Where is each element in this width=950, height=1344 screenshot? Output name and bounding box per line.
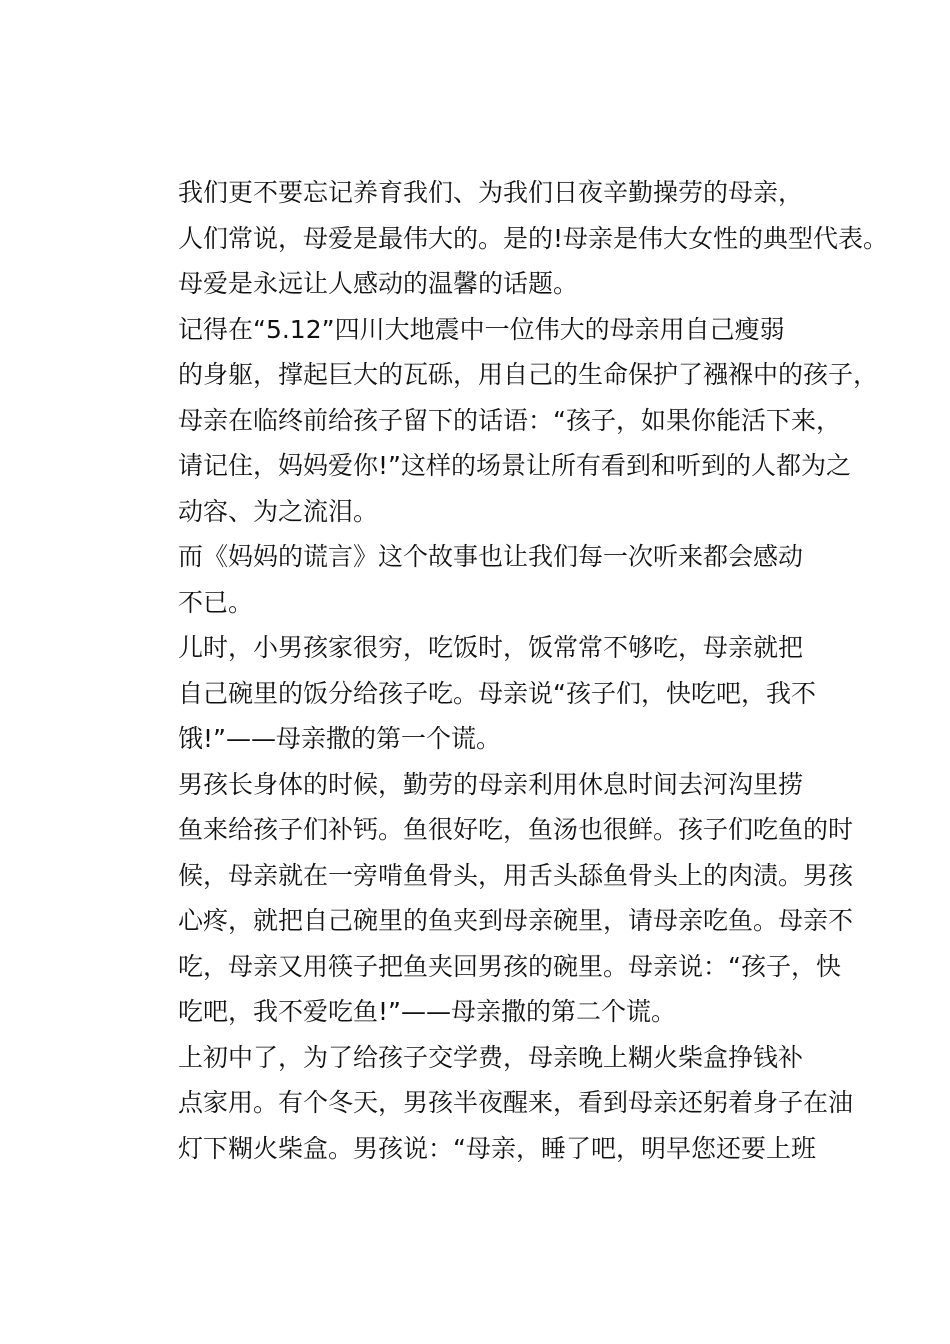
text-line: 儿时，小男孩家很穷，吃饭时，饭常常不够吃，母亲就把 — [178, 633, 804, 662]
text-line: 饿!”——母亲撒的第一个谎。 — [178, 724, 501, 753]
paragraph-3 — [128, 534, 833, 625]
text-line: 吃吧，我不爱吃鱼!”——母亲撒的第二个谎。 — [178, 997, 676, 1026]
text-line: 吃，母亲又用筷子把鱼夹回男孩的碗里。母亲说：“孩子，快 — [178, 951, 841, 981]
paragraph-1 — [128, 170, 889, 307]
text-line: 心疼，就把自己碗里的鱼夹到母亲碗里，请母亲吃鱼。母亲不 — [178, 906, 854, 935]
text-line: 上初中了，为了给孩子交学费，母亲晚上糊火柴盒挣钱补 — [178, 1042, 804, 1072]
text-line: 自己碗里的饭分给孩子吃。母亲说“孩子们，快吃吧，我不 — [178, 678, 816, 708]
paragraph-6 — [128, 1035, 854, 1172]
text-line: 而《妈妈的谎言》这个故事也让我们每一次听来都会感动 — [178, 542, 804, 571]
text-line: 不已。 — [178, 587, 254, 617]
text-line: 人们常说，母爱是最伟大的。是的!母亲是伟大女性的典型代表。 — [178, 223, 889, 253]
text-line: 记得在“5.12”四川大地震中一位伟大的母亲用自己瘦弱 — [178, 314, 785, 344]
paragraph-5 — [128, 762, 854, 1035]
text-line: 男孩长身体的时候，勤劳的母亲利用休息时间去河沟里捞 — [178, 769, 804, 799]
document-body — [128, 170, 889, 1171]
text-line: 母亲在临终前给孩子留下的话语：“孩子，如果你能活下来， — [178, 405, 841, 435]
text-line: 母爱是永远让人感动的温馨的话题。 — [178, 269, 579, 298]
text-line: 点家用。有个冬天，男孩半夜醒来，看到母亲还躬着身子在油 — [178, 1088, 854, 1117]
text-line: 候，母亲就在一旁啃鱼骨头，用舌头舔鱼骨头上的肉渍。男孩 — [178, 860, 854, 890]
text-line: 请记住，妈妈爱你!”这样的场景让所有看到和听到的人都为之 — [178, 451, 851, 480]
paragraph-2 — [128, 307, 879, 535]
paragraph-4 — [128, 625, 833, 762]
text-line: 我们更不要忘记养育我们、为我们日夜辛勤操劳的母亲， — [178, 178, 804, 207]
text-line: 动容、为之流泪。 — [178, 496, 379, 526]
text-line: 灯下糊火柴盒。男孩说：“母亲，睡了吧，明早您还要上班 — [178, 1133, 816, 1163]
text-line: 鱼来给孩子们补钙。鱼很好吃，鱼汤也很鲜。孩子们吃鱼的时 — [178, 815, 854, 844]
text-line: 的身躯，撑起巨大的瓦砾，用自己的生命保护了襁褓中的孩子， — [178, 360, 879, 389]
